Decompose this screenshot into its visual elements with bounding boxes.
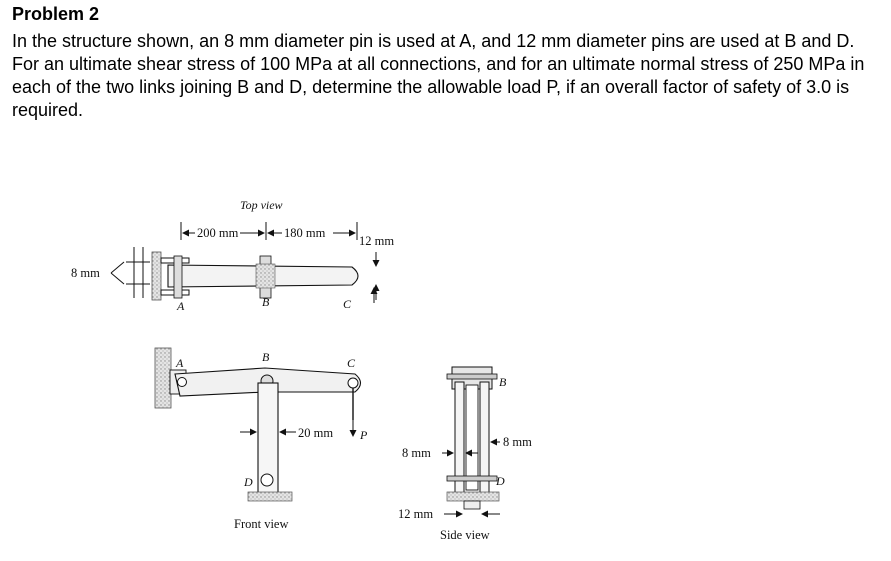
front-label-a: A: [176, 356, 184, 370]
top-wall: [152, 252, 161, 300]
side-label-b: B: [499, 375, 507, 389]
dim-bottom-label: 12 mm: [398, 507, 434, 521]
front-wall: [155, 348, 171, 408]
front-pin-d: [261, 474, 273, 486]
front-view: [155, 348, 368, 531]
side-view-title: Side view: [440, 528, 490, 542]
front-label-p: P: [360, 428, 368, 442]
top-view: [71, 198, 394, 313]
side-pin-d: [447, 476, 497, 481]
front-label-b: B: [262, 350, 270, 364]
front-ground: [248, 492, 292, 501]
front-pin-c: [348, 378, 358, 388]
side-label-d: D: [496, 474, 505, 488]
dim-pin-leader-top: [111, 262, 124, 273]
dim-width-label: 12 mm: [359, 234, 395, 248]
top-label-a: A: [177, 299, 185, 313]
dim-ab-label: 200 mm: [197, 226, 239, 240]
front-label-c: C: [347, 356, 356, 370]
top-label-c: C: [343, 297, 352, 311]
side-base: [464, 501, 480, 509]
problem-title: Problem 2: [12, 4, 100, 24]
front-label-d: D: [244, 475, 253, 489]
dim-right-label: 8 mm: [503, 435, 532, 449]
side-pin-b: [447, 374, 497, 379]
top-label-b: B: [262, 295, 270, 309]
dim-link-width-label: 20 mm: [298, 426, 334, 440]
side-ground: [447, 492, 499, 501]
top-view-title: Top view: [240, 198, 283, 212]
problem-statement: In the structure shown, an 8 mm diameter pin is used at A, and 12 mm diameter pins are used at B and D. For an ultimate shear stress of 100 MPa at all connections, and for an ultimate normal stress of 250 MPa in each of the two links joining B and D, determine the allowable load P, if an overall factor of safety of 3.0 is required.: [12, 31, 865, 120]
front-view-title: Front view: [234, 517, 289, 531]
dim-pin-leader-bottom: [111, 273, 124, 284]
dim-link-thickness-label: 8 mm: [402, 446, 431, 460]
top-pin-a: [174, 256, 182, 298]
side-center-member: [466, 385, 478, 490]
dim-bc-label: 180 mm: [284, 226, 326, 240]
top-link-b: [256, 264, 275, 288]
side-view: [398, 367, 532, 542]
dim-pin-label: 8 mm: [71, 266, 100, 280]
front-pin-a: [178, 378, 187, 387]
